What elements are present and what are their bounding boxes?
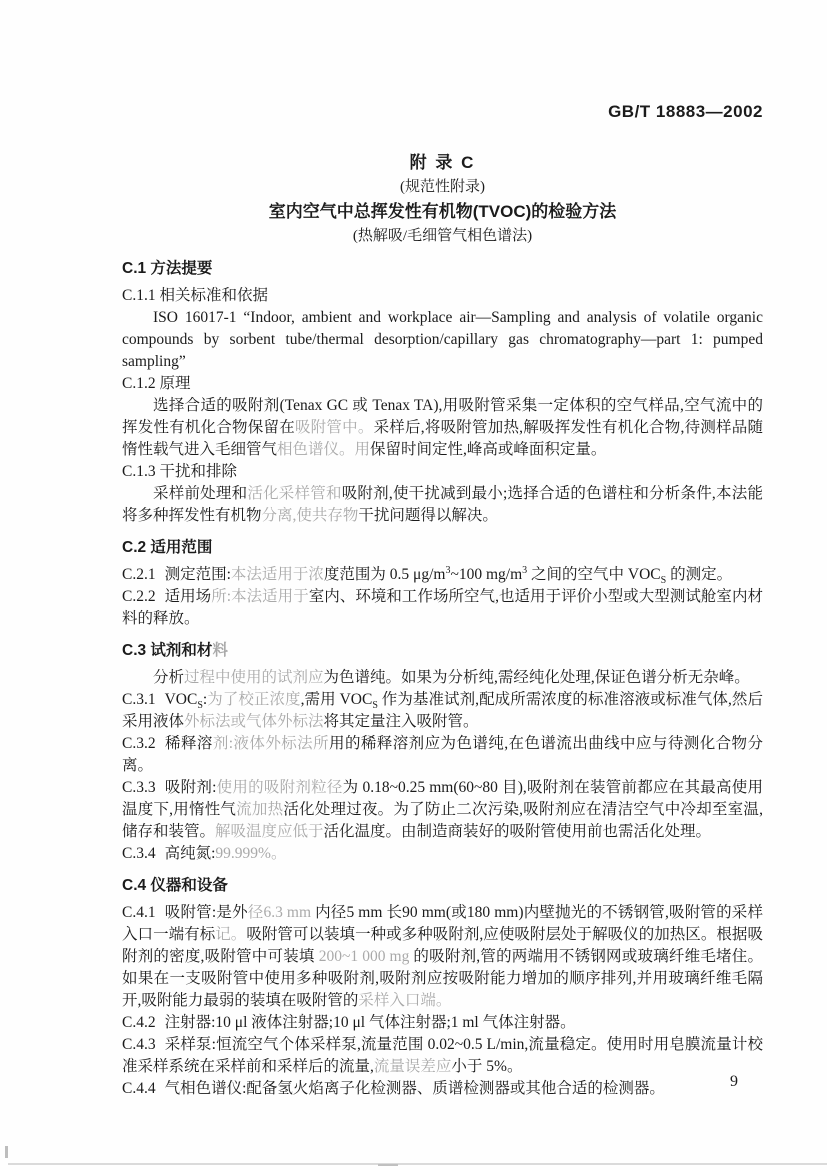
text-run: 的测定。 bbox=[666, 566, 733, 583]
page-number: 9 bbox=[730, 1073, 738, 1090]
scan-left-mark bbox=[5, 1146, 8, 1158]
text-run: C.1.2 原理 bbox=[122, 375, 191, 392]
text-run: C.1.1 相关标准和依据 bbox=[122, 287, 268, 304]
faded-text-run: 流量误差应 bbox=[373, 1058, 452, 1075]
text-run: 气相色谱仪:配备氢火焰离子化检测器、质谱检测器或其他合适的检测器。 bbox=[164, 1080, 665, 1097]
text-run: 将其定量注入吸附管。 bbox=[323, 713, 479, 730]
clause-number: C.3.4 bbox=[122, 845, 156, 862]
faded-text-run: 本法适用于浓 bbox=[230, 566, 324, 583]
faded-text-run: 使用的吸附剂粒径 bbox=[216, 779, 343, 796]
text-run: ISO 16017-1 “Indoor, ambient and workplace air—Sampling and analysis of volatile organic compounds by sorbent tube/thermal desorption/capillary gas chromatography—part 1: pumped sampling” bbox=[122, 309, 763, 370]
clause-number: C.4.2 bbox=[122, 1014, 156, 1031]
subsection-heading-c13 bbox=[122, 461, 763, 483]
clause-number: C.3.3 bbox=[122, 779, 156, 796]
text-run: 用的稀释溶剂应为色谱纯,在色谱流出曲线中应与待测化合物分离。 bbox=[122, 735, 763, 774]
text-run: 吸附管:是外 bbox=[164, 904, 248, 921]
clause-number: C.4.1 bbox=[122, 904, 156, 921]
text-run: 测定范围: bbox=[164, 566, 231, 583]
text-run: 活化处理过夜。为了防止二次污染,吸附剂应在清洁空气中冷却至室温,储存和装管。 bbox=[122, 801, 763, 840]
faded-text-run: 过程中使用的试剂应 bbox=[184, 669, 324, 686]
text-run: 活化温度。由制造商装好的吸附管使用前也需活化处理。 bbox=[323, 823, 712, 840]
paragraph-iso-reference bbox=[122, 307, 763, 373]
text-run: 干扰问题得以解决。 bbox=[358, 507, 498, 524]
text-run: 的吸附剂,管的两端用不锈钢网或玻璃纤维毛堵住。如果在一支吸附管中使用多种吸附剂,吸附剂应按吸附能力增加的顺序排列,并用玻璃纤维毛隔开,吸附能力最弱的装填在吸附管的 bbox=[122, 948, 763, 1009]
subscript-s: S bbox=[372, 700, 378, 712]
standard-number: GB/T 18883—2002 bbox=[608, 102, 763, 121]
faded-text-run: 吸附管中。 bbox=[294, 419, 374, 436]
subscript-s: S bbox=[197, 700, 203, 712]
content-column bbox=[122, 0, 763, 1100]
subsection-heading-c11 bbox=[122, 285, 763, 307]
text-run: C.2 适用范围 bbox=[122, 539, 213, 556]
text-run: 注射器:10 μl 液体注射器;10 μl 气体注射器;1 ml 气体注射器。 bbox=[164, 1014, 576, 1031]
subscript-s: S bbox=[660, 575, 667, 587]
clause-number: C.2.2 bbox=[122, 588, 156, 605]
clause-number: C.4.3 bbox=[122, 1036, 156, 1053]
text-run: 采样前处理和 bbox=[153, 485, 248, 502]
clause-number: C.3.2 bbox=[122, 735, 156, 752]
clause-c43 bbox=[122, 1034, 763, 1078]
document-title: 室内空气中总挥发性有机物(TVOC)的检验方法 bbox=[268, 202, 617, 221]
text-run: 吸附管可以装填一种或多种吸附剂,应使吸附层处于解吸仪的加热区。根据吸附剂的密度,吸附管中可装填 bbox=[122, 926, 763, 965]
faded-text-run: 径6.3 mm bbox=[247, 904, 312, 921]
text-run: 为色谱纯。如果为分析纯,需经纯化处理,保证色谱分析无杂峰。 bbox=[323, 669, 750, 686]
text-run: 小于 5%。 bbox=[451, 1058, 523, 1075]
text-run: : bbox=[202, 691, 208, 708]
text-run: 适用场 bbox=[164, 588, 212, 605]
clause-c41 bbox=[122, 902, 763, 1012]
scan-edge-mark bbox=[378, 1164, 398, 1166]
clause-c21 bbox=[122, 564, 763, 586]
faded-text-run: 分离,使共存物 bbox=[261, 507, 359, 524]
paragraph-principle bbox=[122, 395, 763, 461]
clause-c33 bbox=[122, 777, 763, 843]
text-run: 选择合适的吸附剂(Tenax GC 或 Tenax TA),用吸附管采集一定体积的空气样品,空气流中的挥发性有机化合物保留在 bbox=[122, 397, 763, 436]
subsection-heading-c12 bbox=[122, 373, 763, 395]
section-heading-c2 bbox=[122, 537, 763, 559]
text-run: 室内、环境和工作场所空气,也适用于评价小型或大型测试舱室内材料的释放。 bbox=[122, 588, 763, 627]
clause-c32 bbox=[122, 733, 763, 777]
title-block bbox=[122, 150, 763, 248]
faded-text-run: 200~1 000 mg bbox=[318, 948, 410, 965]
text-run: ,需用 VOC bbox=[300, 691, 373, 708]
clause-c22 bbox=[122, 586, 763, 630]
text-run: 稀释溶 bbox=[164, 735, 213, 752]
text-run: VOC bbox=[164, 691, 198, 708]
clause-c44 bbox=[122, 1078, 763, 1100]
text-run: 度范围为 0.5 μg/m bbox=[323, 566, 446, 583]
section-heading-c3 bbox=[122, 640, 763, 662]
superscript-3: 3 bbox=[522, 564, 528, 576]
text-run: 保留时间定性,峰高或峰面积定量。 bbox=[370, 441, 607, 458]
text-run: 之间的空气中 VOC bbox=[527, 566, 661, 583]
text-run: 高纯氮: bbox=[164, 845, 216, 862]
faded-text-run: 记。 bbox=[215, 926, 247, 943]
clause-number: C.4.4 bbox=[122, 1080, 156, 1097]
faded-text-run: 解吸温度应低于 bbox=[215, 823, 324, 840]
clause-c34 bbox=[122, 843, 763, 865]
faded-text-run: 采样入口端。 bbox=[358, 992, 452, 1009]
clause-c31 bbox=[122, 689, 763, 733]
text-run: ~100 mg/m bbox=[450, 566, 523, 583]
clause-c42 bbox=[122, 1012, 763, 1034]
text-run: C.1.3 干扰和排除 bbox=[122, 463, 237, 480]
faded-text-run: 活化采样管和 bbox=[247, 485, 342, 502]
faded-text-run: 外标法或气体外标法 bbox=[184, 713, 324, 730]
text-run: 采样泵:恒流空气个体采样泵,流量范围 0.02~0.5 L/min,流量稳定。使用时用皂膜流量计校准采样系统在采样前和采样后的流量, bbox=[122, 1036, 763, 1075]
faded-text-run: 流加热 bbox=[236, 801, 284, 818]
scan-edge-line bbox=[8, 1163, 827, 1165]
faded-text-run: 为了校正浓度 bbox=[207, 691, 301, 708]
text-run: C.1 方法提要 bbox=[122, 260, 213, 277]
faded-text-run: 剂:液体外标法所 bbox=[212, 735, 330, 752]
paragraph-reagent-purity bbox=[122, 667, 763, 689]
faded-text-run: 99.999%。 bbox=[215, 845, 287, 862]
appendix-type-label: (规范性附录) bbox=[400, 179, 485, 195]
text-run: 分析 bbox=[153, 669, 185, 686]
appendix-heading: 附 录 C bbox=[409, 153, 476, 172]
clause-number: C.2.1 bbox=[122, 566, 156, 583]
text-run: 吸附剂,使干扰减到最小;选择合适的色谱柱和分析条件,本法能将多种挥发性有机物 bbox=[122, 485, 763, 524]
text-run: 为 0.18~0.25 mm(60~80 目),吸附剂在装管前都应在其最高使用温度下,用惰性气 bbox=[122, 779, 763, 818]
superscript-3: 3 bbox=[445, 564, 451, 576]
section-heading-c1 bbox=[122, 258, 763, 280]
text-run: C.3 试剂和材 bbox=[122, 642, 213, 659]
text-run: 作为基准试剂,配成所需浓度的标准溶液或标准气体,然后采用液体 bbox=[122, 691, 763, 730]
section-heading-c4 bbox=[122, 875, 763, 897]
text-run: C.4 仪器和设备 bbox=[122, 877, 228, 894]
faded-text-run: 所:本法适用于 bbox=[211, 588, 309, 605]
text-run: 吸附剂: bbox=[164, 779, 217, 796]
text-run: 内径5 mm 长90 mm(或180 mm)内壁抛光的不锈钢管,吸附管的采样入口一端有标 bbox=[122, 904, 763, 943]
clause-number: C.3.1 bbox=[122, 691, 156, 708]
faded-text-run: 料 bbox=[212, 642, 228, 659]
paragraph-interference bbox=[122, 483, 763, 527]
document-subtitle: (热解吸/毛细管气相色谱法) bbox=[352, 228, 533, 244]
text-run: 采样后,将吸附管加热,解吸挥发性有机化合物,待测样品随惰性载气进入毛细管气 bbox=[122, 419, 763, 458]
faded-text-run: 相色谱仪。用 bbox=[277, 441, 371, 458]
